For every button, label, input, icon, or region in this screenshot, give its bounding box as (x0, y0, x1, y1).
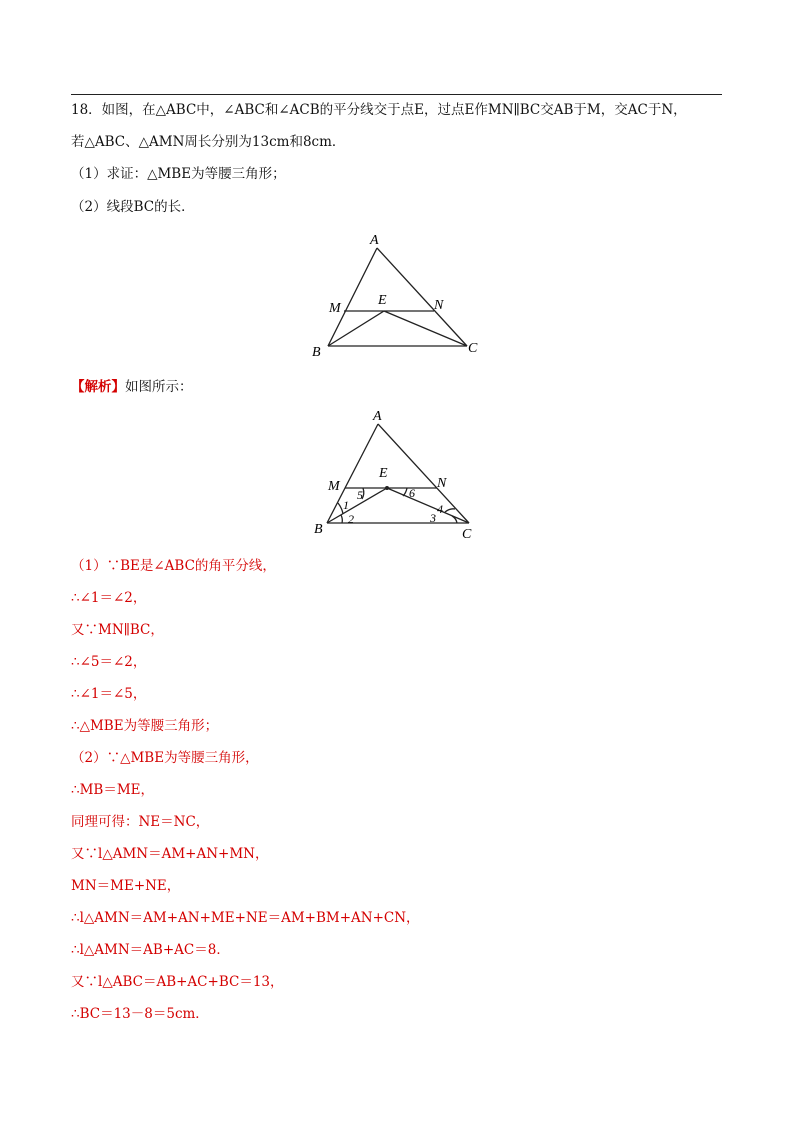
solution-line: 又∵MN∥BC， (71, 622, 164, 638)
label2-C: C (462, 527, 472, 542)
label-C: C (468, 341, 478, 356)
solution-line: ∴∠1＝∠2， (71, 590, 147, 606)
label-M: M (329, 301, 341, 316)
solution-line: MN＝ME+NE， (71, 878, 181, 894)
angle-1-label: 1 (343, 498, 349, 512)
solution-line: 又∵l△AMN＝AM+AN+MN， (71, 846, 269, 862)
analysis-title: 【解析】 (71, 379, 125, 395)
triangle-figure-1 (300, 228, 500, 363)
angle-5-label: 5 (357, 488, 363, 502)
solution-line: ∴MB＝ME， (71, 782, 155, 798)
label2-A: A (373, 409, 382, 424)
top-rule (71, 94, 722, 95)
question-2: （2）线段BC的长． (71, 199, 195, 215)
label-N: N (434, 298, 444, 313)
solution-line: （1）∵BE是∠ABC的角平分线， (71, 558, 276, 574)
solution-line: ∴l△AMN＝AM+AN+ME+NE＝AM+BM+AN+CN， (71, 910, 420, 926)
solution-line: 又∵l△ABC＝AB+AC+BC＝13， (71, 974, 284, 990)
solution-line: ∴∠1＝∠5， (71, 686, 147, 702)
solution-line: （2）∵△MBE为等腰三角形， (71, 750, 259, 766)
label2-B: B (314, 522, 323, 537)
analysis-heading (71, 378, 193, 396)
label2-N: N (437, 476, 447, 491)
problem-line-1: 18．如图，在△ABC中，∠ABC和∠ACB的平分线交于点E，过点E作MN∥BC交AB于M，交AC于N， (71, 102, 687, 118)
label-B: B (312, 345, 321, 360)
angle-4-label: 4 (437, 502, 443, 516)
problem-line-2: 若△ABC、△AMN周长分别为13cm和8cm． (71, 134, 346, 150)
question-1: （1）求证：△MBE为等腰三角形； (71, 166, 286, 182)
label-A: A (370, 233, 379, 248)
solution-line: 同理可得：NE＝NC， (71, 814, 210, 830)
label-E: E (378, 293, 387, 308)
label2-M: M (328, 479, 340, 494)
angle-6-label: 6 (409, 486, 415, 500)
analysis-intro: 如图所示： (125, 379, 193, 395)
angle-2-label: 2 (348, 512, 354, 526)
triangle-figure-2 (305, 402, 495, 542)
solution-line: ∴△MBE为等腰三角形； (71, 718, 219, 734)
solution-line: ∴l△AMN＝AB+AC＝8． (71, 942, 230, 958)
angle-3-label: 3 (430, 511, 436, 525)
solution-line: ∴∠5＝∠2， (71, 654, 147, 670)
label2-E: E (379, 466, 388, 481)
solution-line: ∴BC＝13－8＝5cm． (71, 1006, 209, 1022)
